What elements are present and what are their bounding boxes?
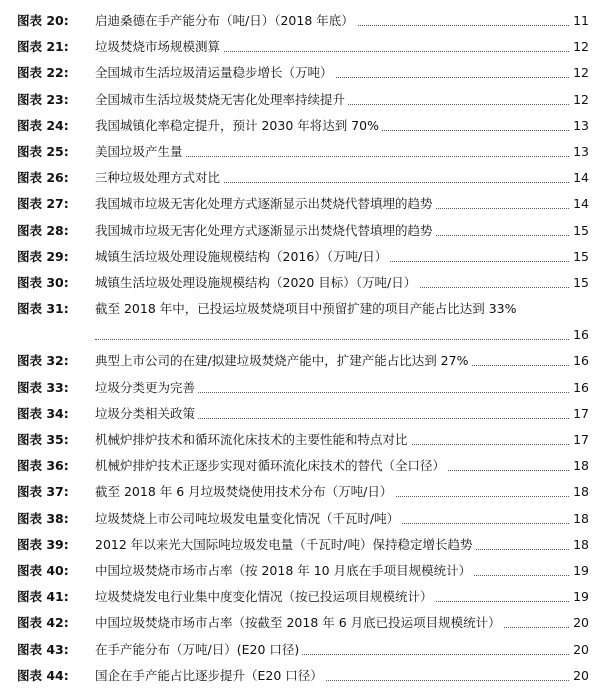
page-number[interactable]: 13 — [570, 118, 589, 134]
figure-title-link[interactable]: 我国城市垃圾无害化处理方式逐渐显示出焚烧代替填埋的趋势 — [95, 196, 436, 212]
toc-entry[interactable] — [0, 427, 595, 453]
toc-entry[interactable] — [0, 139, 595, 165]
toc-entry[interactable] — [0, 479, 595, 505]
toc-entry[interactable] — [0, 401, 595, 427]
toc-entry[interactable] — [0, 8, 595, 34]
figure-title-link[interactable]: 机械炉排炉技术和循环流化床技术的主要性能和特点对比 — [95, 432, 411, 448]
figure-title-link[interactable]: 垃圾分类相关政策 — [95, 406, 198, 422]
figure-label: 图表 23: — [17, 91, 69, 107]
figure-label: 图表 35: — [17, 432, 69, 448]
toc-entry[interactable] — [0, 637, 595, 663]
toc-entry[interactable] — [0, 34, 595, 60]
toc-entry[interactable] — [0, 296, 595, 348]
page-number[interactable]: 19 — [570, 589, 589, 605]
toc-entry[interactable] — [0, 348, 595, 374]
page-number[interactable]: 14 — [570, 170, 589, 186]
figure-label: 图表 26: — [17, 170, 69, 186]
figure-label: 图表 24: — [17, 117, 69, 133]
page-number[interactable]: 12 — [570, 39, 589, 55]
figure-title-link[interactable]: 三种垃圾处理方式对比 — [95, 170, 223, 186]
figure-title-link[interactable]: 2012 年以来光大国际吨垃圾发电量（千瓦时/吨）保持稳定增长趋势 — [95, 537, 476, 553]
page-number[interactable]: 15 — [570, 249, 589, 265]
figure-label: 图表 28: — [17, 222, 69, 238]
figure-title-link[interactable]: 中国垃圾焚烧市场市占率（按 2018 年 10 月底在手项目规模统计） — [95, 563, 474, 579]
page-number[interactable]: 20 — [570, 642, 589, 658]
page-number[interactable]: 16 — [570, 380, 589, 396]
page-number[interactable]: 15 — [570, 223, 589, 239]
figure-label: 图表 21: — [17, 39, 69, 55]
page-number[interactable]: 13 — [570, 144, 589, 160]
toc-entry[interactable] — [0, 584, 595, 610]
figure-label: 图表 31: — [17, 301, 69, 317]
figure-title-link[interactable]: 城镇生活垃圾处理设施规模结构（2016）（万吨/日） — [95, 249, 390, 265]
figure-label: 图表 38: — [17, 510, 69, 526]
dot-leader — [95, 339, 573, 340]
toc-entry[interactable] — [0, 165, 595, 191]
page-number[interactable]: 18 — [570, 484, 589, 500]
figure-label: 图表 41: — [17, 589, 69, 605]
toc-entry[interactable] — [0, 218, 595, 244]
figure-title-link[interactable]: 垃圾分类更为完善 — [95, 380, 198, 396]
figure-label: 图表 43: — [17, 641, 69, 657]
figure-title-link[interactable]: 全国城市生活垃圾清运量稳步增长（万吨） — [95, 65, 336, 81]
figure-title-link[interactable]: 垃圾焚烧市场规模测算 — [95, 39, 223, 55]
page-number[interactable]: 17 — [570, 406, 589, 422]
page-number[interactable]: 20 — [570, 615, 589, 631]
page-number[interactable]: 15 — [570, 275, 589, 291]
page-number[interactable]: 14 — [570, 196, 589, 212]
figure-title-link[interactable]: 垃圾焚烧发电行业集中度变化情况（按已投运项目规模统计） — [95, 589, 436, 605]
toc-entry[interactable] — [0, 610, 595, 636]
toc-entry[interactable] — [0, 558, 595, 584]
page-number[interactable]: 12 — [570, 65, 589, 81]
toc-entry[interactable] — [0, 663, 595, 689]
page-number[interactable]: 11 — [570, 13, 589, 29]
figure-label: 图表 27: — [17, 196, 69, 212]
figure-title-link[interactable]: 全国城市生活垃圾焚烧无害化处理率持续提升 — [95, 92, 348, 108]
figure-label: 图表 25: — [17, 143, 69, 159]
figure-label: 图表 40: — [17, 562, 69, 578]
toc-entry[interactable] — [0, 453, 595, 479]
page-number[interactable]: 18 — [570, 537, 589, 553]
page-number[interactable]: 17 — [570, 432, 589, 448]
figure-title-link[interactable]: 城镇生活垃圾处理设施规模结构（2020 目标）（万吨/日） — [95, 275, 419, 291]
toc-entry[interactable] — [0, 375, 595, 401]
toc-entry[interactable] — [0, 532, 595, 558]
figure-label: 图表 29: — [17, 248, 69, 264]
toc-entry[interactable] — [0, 113, 595, 139]
page-number[interactable]: 20 — [570, 668, 589, 684]
figure-label: 图表 44: — [17, 667, 69, 683]
figure-title-link[interactable]: 垃圾焚烧上市公司吨垃圾发电量变化情况（千瓦时/吨） — [95, 511, 402, 527]
figure-title-link[interactable]: 启迪桑德在手产能分布（吨/日）（2018 年底） — [95, 13, 357, 29]
figure-title-link[interactable]: 在手产能分布（万吨/日）(E20 口径) — [95, 642, 302, 658]
figure-label: 图表 20: — [17, 13, 69, 28]
toc-entry[interactable] — [0, 270, 595, 296]
toc-entry[interactable] — [0, 191, 595, 217]
figure-title-link[interactable]: 截至 2018 年 6 月垃圾焚烧使用技术分布（万吨/日） — [95, 484, 395, 500]
toc-entry[interactable] — [0, 506, 595, 532]
figure-label: 图表 33: — [17, 379, 69, 395]
figure-title-link[interactable]: 中国垃圾焚烧市场市占率（按截至 2018 年 6 月底已投运项目规模统计） — [95, 615, 504, 631]
page-number[interactable]: 18 — [570, 511, 589, 527]
figure-title-link[interactable]: 美国垃圾产生量 — [95, 144, 186, 160]
figure-label: 图表 32: — [17, 353, 69, 369]
figure-title-link[interactable]: 机械炉排炉技术正逐步实现对循环流化床技术的替代（全口径） — [95, 458, 448, 474]
page-number[interactable]: 18 — [570, 458, 589, 474]
figure-label: 图表 34: — [17, 405, 69, 421]
figure-label: 图表 30: — [17, 274, 69, 290]
figure-label: 图表 39: — [17, 536, 69, 552]
figure-title-link[interactable]: 我国城镇化率稳定提升，预计 2030 年将达到 70% — [95, 118, 382, 134]
toc-entry[interactable] — [0, 244, 595, 270]
figure-title-link[interactable]: 国企在手产能占比逐步提升（E20 口径） — [95, 668, 326, 684]
figure-label: 图表 36: — [17, 458, 69, 474]
page-number[interactable]: 12 — [570, 92, 589, 108]
page-number[interactable]: 16 — [570, 353, 589, 369]
toc-entry[interactable] — [0, 87, 595, 113]
page-number[interactable]: 19 — [570, 563, 589, 579]
toc-entry[interactable] — [0, 60, 595, 86]
figure-title-link[interactable]: 我国城市垃圾无害化处理方式逐渐显示出焚烧代替填埋的趋势 — [95, 223, 436, 239]
figure-label: 图表 37: — [17, 484, 69, 500]
figure-title-link[interactable]: 典型上市公司的在建/拟建垃圾焚烧产能中，扩建产能占比达到 27% — [95, 353, 471, 369]
figure-label: 图表 22: — [17, 65, 69, 81]
page-number[interactable]: 16 — [570, 327, 589, 343]
figure-label: 图表 42: — [17, 615, 69, 631]
figure-title-link[interactable]: 截至 2018 年中，已投运垃圾焚烧项目中预留扩建的项目产能占比达到 33% — [95, 301, 586, 317]
